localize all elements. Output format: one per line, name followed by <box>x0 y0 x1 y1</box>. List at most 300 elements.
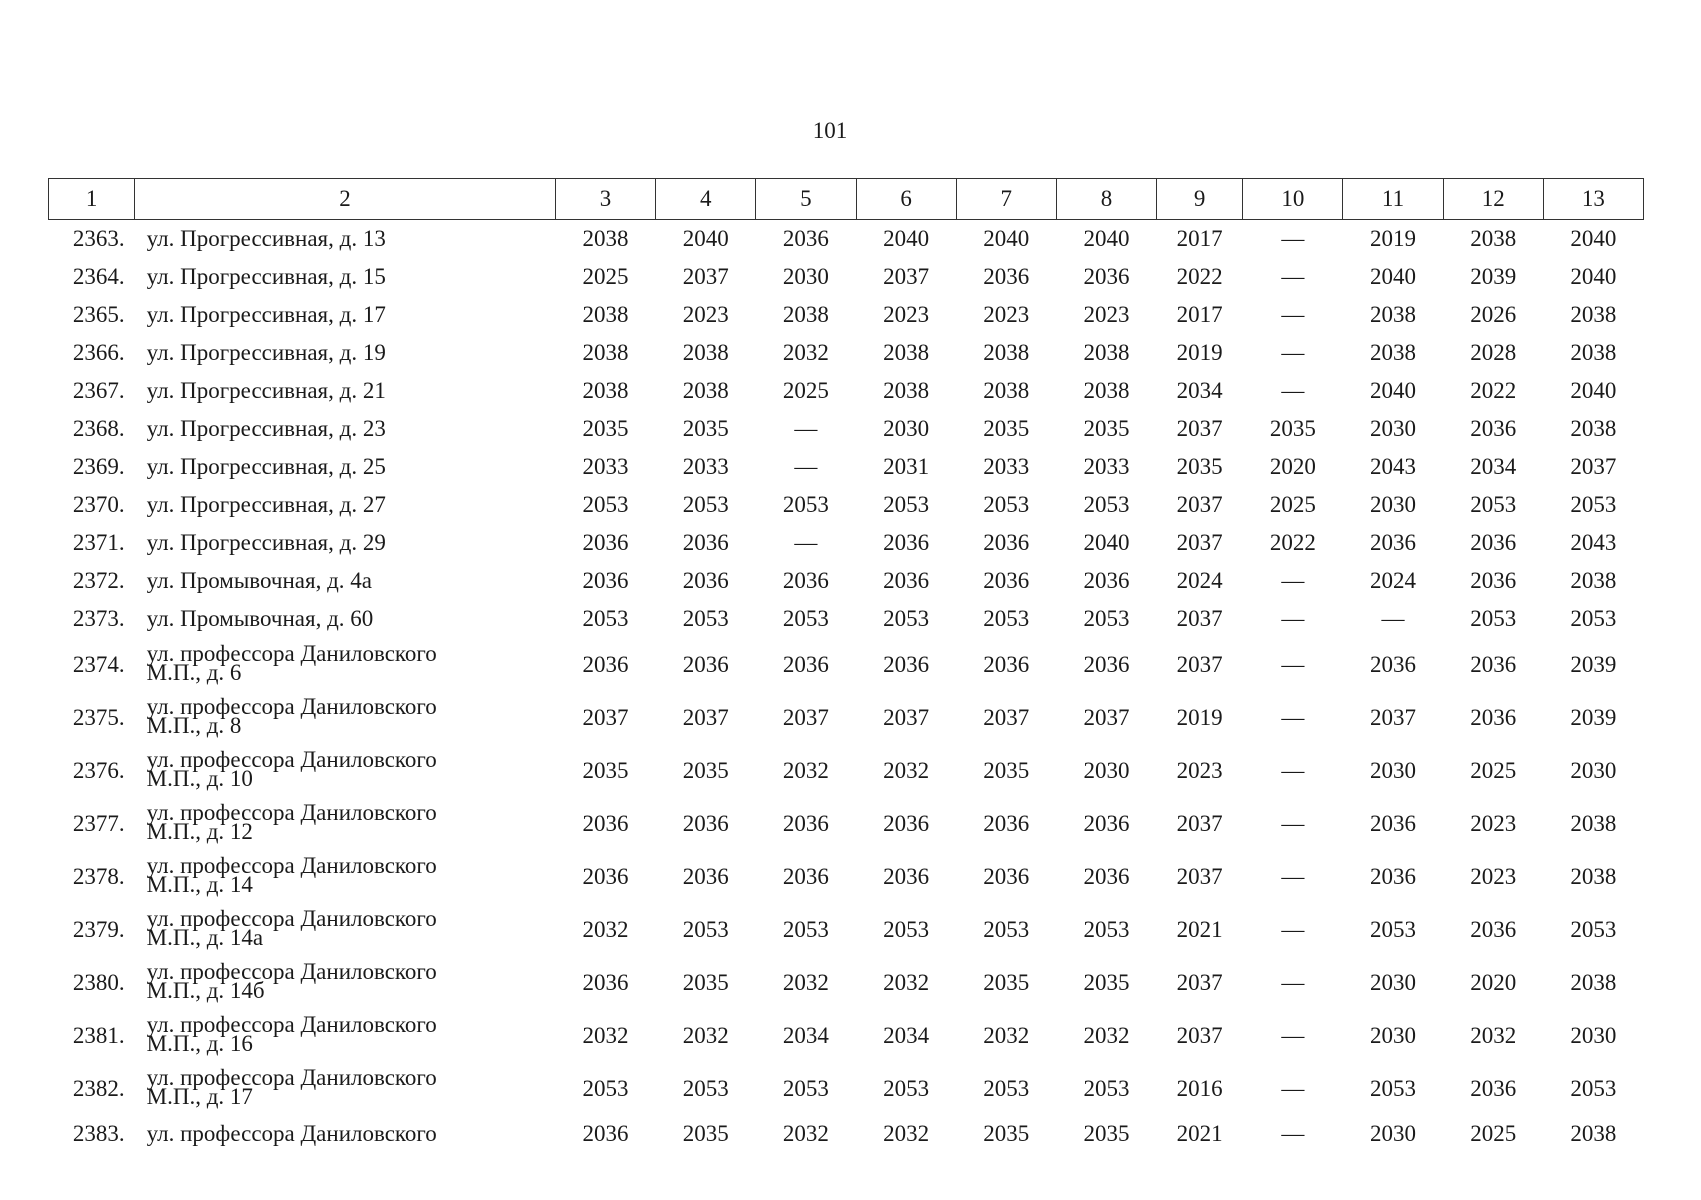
address-cell <box>135 410 556 448</box>
value-cell: 2032 <box>883 969 930 995</box>
value-cell: 2030 <box>1370 1022 1416 1048</box>
value-cell: 2036 <box>883 810 930 836</box>
value-cell: 2053 <box>682 916 729 942</box>
address-cell <box>135 797 556 850</box>
value-cell: 2053 <box>883 606 930 631</box>
value-cell: 2036 <box>883 568 930 593</box>
address-cell <box>135 334 556 372</box>
value-cell: 2036 <box>983 863 1030 889</box>
value-cell: 2023 <box>1176 757 1223 783</box>
value-cell: — <box>794 454 818 479</box>
address-text: ул. профессора Даниловского М.П., д. 12 <box>146 799 437 844</box>
value-cell: 2036 <box>1470 530 1517 555</box>
row-number: 2366. <box>72 340 125 365</box>
value-cell: 2036 <box>782 651 829 677</box>
value-cell: 2030 <box>1370 969 1416 995</box>
address-text: ул. Прогрессивная, д. 13 <box>146 226 386 251</box>
value-cell: 2035 <box>1269 416 1316 441</box>
address-text: ул. Прогрессивная, д. 25 <box>146 454 386 479</box>
row-number: 2380. <box>72 969 125 995</box>
address-cell <box>135 562 556 600</box>
value-cell: 2053 <box>682 1075 729 1101</box>
address-text: ул. профессора Даниловского М.П., д. 14а <box>146 905 437 950</box>
value-cell: 2035 <box>1083 416 1130 441</box>
column-header: 9 <box>1157 179 1243 220</box>
value-cell: 2035 <box>582 757 629 783</box>
value-cell: 2040 <box>1370 378 1416 403</box>
value-cell: 2020 <box>1269 454 1316 479</box>
address-text: ул. Прогрессивная, д. 23 <box>146 416 386 441</box>
value-cell: 2023 <box>1083 302 1130 327</box>
row-number: 2375. <box>72 704 125 730</box>
value-cell: 2037 <box>1176 863 1223 889</box>
value-cell: 2036 <box>1083 264 1130 289</box>
value-cell: 2037 <box>782 704 829 730</box>
address-text: ул. профессора Даниловского М.П., д. 14 <box>146 852 437 897</box>
row-number: 2363. <box>72 226 125 251</box>
value-cell: 2053 <box>1470 492 1517 517</box>
value-cell: 2053 <box>1470 606 1517 631</box>
value-cell: 2037 <box>1083 704 1130 730</box>
value-cell: 2036 <box>1470 1075 1517 1101</box>
value-cell: 2053 <box>1083 606 1130 631</box>
value-cell: 2030 <box>1370 1121 1416 1146</box>
value-cell: 2036 <box>983 651 1030 677</box>
value-cell: 2036 <box>883 863 930 889</box>
row-number: 2372. <box>72 568 125 593</box>
value-cell: 2038 <box>1570 302 1617 327</box>
address-cell <box>135 600 556 638</box>
value-cell: 2053 <box>883 1075 930 1101</box>
value-cell: 2035 <box>682 416 729 441</box>
address-text: ул. Прогрессивная, д. 29 <box>146 530 386 555</box>
value-cell: 2036 <box>1470 416 1517 441</box>
address-cell <box>135 296 556 334</box>
value-cell: 2053 <box>883 492 930 517</box>
value-cell: 2053 <box>782 606 829 631</box>
row-number: 2376. <box>72 757 125 783</box>
table-row <box>49 334 1644 372</box>
address-cell <box>135 258 556 296</box>
table-row <box>49 850 1644 903</box>
address-cell <box>135 220 556 259</box>
address-text: ул. Прогрессивная, д. 27 <box>146 492 386 517</box>
value-cell: 2038 <box>582 340 629 365</box>
row-number: 2383. <box>72 1121 125 1146</box>
value-cell: 2032 <box>883 757 930 783</box>
value-cell: — <box>1281 226 1305 251</box>
value-cell: — <box>1281 302 1305 327</box>
value-cell: 2053 <box>1083 1075 1130 1101</box>
value-cell: 2053 <box>1370 1075 1416 1101</box>
table-row <box>49 562 1644 600</box>
value-cell: 2040 <box>1370 264 1416 289</box>
table-row <box>49 638 1644 691</box>
value-cell: 2038 <box>1570 568 1617 593</box>
value-cell: 2038 <box>883 340 930 365</box>
value-cell: 2023 <box>1470 863 1517 889</box>
address-cell <box>135 691 556 744</box>
column-header: 3 <box>555 179 655 220</box>
column-header: 5 <box>756 179 856 220</box>
value-cell: — <box>1381 606 1405 631</box>
value-cell: 2036 <box>883 651 930 677</box>
value-cell: 2040 <box>883 226 930 251</box>
value-cell: 2032 <box>883 1121 930 1146</box>
data-table <box>48 178 1644 1153</box>
row-number: 2368. <box>72 416 125 441</box>
value-cell: 2024 <box>1370 568 1416 593</box>
value-cell: 2036 <box>582 863 629 889</box>
column-header: 6 <box>856 179 956 220</box>
value-cell: 2036 <box>582 969 629 995</box>
value-cell: 2036 <box>1470 568 1517 593</box>
value-cell: 2053 <box>782 492 829 517</box>
value-cell: 2038 <box>1470 226 1517 251</box>
value-cell: 2038 <box>1570 340 1617 365</box>
value-cell: 2036 <box>582 810 629 836</box>
value-cell: 2022 <box>1176 264 1223 289</box>
address-cell <box>135 903 556 956</box>
value-cell: 2035 <box>1083 1121 1130 1146</box>
value-cell: 2037 <box>1176 492 1223 517</box>
address-text: ул. Промывочная, д. 60 <box>146 606 374 631</box>
value-cell: — <box>1281 264 1305 289</box>
value-cell: 2053 <box>782 1075 829 1101</box>
value-cell: 2038 <box>682 340 729 365</box>
value-cell: — <box>1281 1075 1305 1101</box>
row-number: 2370. <box>72 492 125 517</box>
value-cell: — <box>1281 916 1305 942</box>
address-cell <box>135 1115 556 1153</box>
value-cell: 2036 <box>1370 530 1416 555</box>
value-cell: 2032 <box>682 1022 729 1048</box>
value-cell: 2053 <box>582 1075 629 1101</box>
table-row <box>49 296 1644 334</box>
value-cell: 2039 <box>1570 651 1617 677</box>
table-row <box>49 524 1644 562</box>
value-cell: 2033 <box>983 454 1030 479</box>
value-cell: 2030 <box>1083 757 1130 783</box>
address-text: ул. Прогрессивная, д. 17 <box>146 302 386 327</box>
value-cell: 2034 <box>1470 454 1517 479</box>
value-cell: — <box>1281 863 1305 889</box>
value-cell: 2053 <box>1570 606 1617 631</box>
value-cell: 2020 <box>1470 969 1517 995</box>
value-cell: 2035 <box>983 1121 1030 1146</box>
value-cell: 2032 <box>782 969 829 995</box>
row-number: 2367. <box>72 378 125 403</box>
value-cell: 2043 <box>1370 454 1416 479</box>
value-cell: 2035 <box>983 757 1030 783</box>
address-text: ул. профессора Даниловского М.П., д. 16 <box>146 1011 437 1056</box>
value-cell: 2037 <box>582 704 629 730</box>
table-row <box>49 1115 1644 1153</box>
column-header: 2 <box>135 179 556 220</box>
row-number: 2373. <box>72 606 125 631</box>
value-cell: — <box>1281 606 1305 631</box>
value-cell: 2036 <box>582 568 629 593</box>
value-cell: 2038 <box>1570 1121 1617 1146</box>
value-cell: 2036 <box>682 810 729 836</box>
value-cell: 2032 <box>1470 1022 1517 1048</box>
row-number: 2371. <box>72 530 125 555</box>
value-cell: 2036 <box>1083 810 1130 836</box>
value-cell: 2038 <box>883 378 930 403</box>
table-row <box>49 410 1644 448</box>
value-cell: — <box>1281 1022 1305 1048</box>
value-cell: 2023 <box>682 302 729 327</box>
value-cell: 2036 <box>1083 651 1130 677</box>
value-cell: 2023 <box>883 302 930 327</box>
value-cell: 2053 <box>983 606 1030 631</box>
value-cell: 2035 <box>1176 454 1223 479</box>
value-cell: 2039 <box>1470 264 1517 289</box>
value-cell: 2037 <box>1176 1022 1223 1048</box>
value-cell: 2025 <box>1269 492 1316 517</box>
value-cell: 2037 <box>1570 454 1617 479</box>
value-cell: 2053 <box>983 916 1030 942</box>
value-cell: 2040 <box>1570 264 1617 289</box>
table-row <box>49 486 1644 524</box>
value-cell: 2040 <box>682 226 729 251</box>
value-cell: 2036 <box>682 863 729 889</box>
value-cell: 2038 <box>782 302 829 327</box>
value-cell: 2037 <box>1370 704 1416 730</box>
table-row <box>49 448 1644 486</box>
table-row <box>49 372 1644 410</box>
header-row <box>49 179 1644 220</box>
address-text: ул. профессора Даниловского М.П., д. 14б <box>146 958 437 1003</box>
address-cell <box>135 372 556 410</box>
value-cell: 2053 <box>1570 492 1617 517</box>
value-cell: 2035 <box>983 416 1030 441</box>
address-text: ул. Промывочная, д. 4а <box>146 568 372 593</box>
address-text: ул. профессора Даниловского <box>146 1121 437 1146</box>
value-cell: 2036 <box>682 530 729 555</box>
value-cell: 2038 <box>1570 863 1617 889</box>
table-row <box>49 220 1644 259</box>
value-cell: 2035 <box>983 969 1030 995</box>
table-body <box>49 220 1644 1154</box>
address-text: ул. профессора Даниловского М.П., д. 17 <box>146 1064 437 1109</box>
value-cell: 2034 <box>1176 378 1223 403</box>
value-cell: 2035 <box>682 757 729 783</box>
value-cell: — <box>1281 757 1305 783</box>
value-cell: 2037 <box>983 704 1030 730</box>
value-cell: 2016 <box>1176 1075 1223 1101</box>
value-cell: 2030 <box>782 264 829 289</box>
column-header: 10 <box>1243 179 1343 220</box>
value-cell: 2032 <box>582 916 629 942</box>
value-cell: 2019 <box>1176 340 1223 365</box>
value-cell: 2022 <box>1470 378 1517 403</box>
address-text: ул. профессора Даниловского М.П., д. 6 <box>146 640 437 685</box>
value-cell: 2035 <box>682 1121 729 1146</box>
address-cell <box>135 850 556 903</box>
value-cell: 2017 <box>1176 302 1223 327</box>
value-cell: 2038 <box>1083 340 1130 365</box>
address-cell <box>135 1062 556 1115</box>
value-cell: — <box>1281 969 1305 995</box>
value-cell: 2032 <box>782 340 829 365</box>
value-cell: — <box>1281 568 1305 593</box>
value-cell: — <box>1281 704 1305 730</box>
value-cell: 2037 <box>1176 969 1223 995</box>
row-number: 2378. <box>72 863 125 889</box>
value-cell: 2053 <box>983 1075 1030 1101</box>
value-cell: 2019 <box>1370 226 1416 251</box>
value-cell: 2036 <box>1370 863 1416 889</box>
value-cell: 2053 <box>1083 492 1130 517</box>
table-row <box>49 797 1644 850</box>
value-cell: 2037 <box>682 704 729 730</box>
table-row <box>49 744 1644 797</box>
value-cell: 2017 <box>1176 226 1223 251</box>
row-number: 2379. <box>72 916 125 942</box>
value-cell: 2036 <box>1470 916 1517 942</box>
value-cell: — <box>1281 651 1305 677</box>
value-cell: 2036 <box>983 264 1030 289</box>
value-cell: 2036 <box>983 530 1030 555</box>
value-cell: — <box>794 416 818 441</box>
value-cell: 2036 <box>1470 651 1517 677</box>
value-cell: 2030 <box>1570 757 1617 783</box>
value-cell: 2038 <box>682 378 729 403</box>
address-cell <box>135 486 556 524</box>
table-row <box>49 691 1644 744</box>
value-cell: 2032 <box>782 1121 829 1146</box>
value-cell: 2026 <box>1470 302 1517 327</box>
value-cell: 2038 <box>1083 378 1130 403</box>
value-cell: 2022 <box>1269 530 1316 555</box>
table-row <box>49 1062 1644 1115</box>
value-cell: 2024 <box>1176 568 1223 593</box>
value-cell: 2036 <box>782 863 829 889</box>
address-text: ул. Прогрессивная, д. 15 <box>146 264 386 289</box>
value-cell: 2038 <box>1570 416 1617 441</box>
address-cell <box>135 448 556 486</box>
table-row <box>49 258 1644 296</box>
value-cell: 2040 <box>1083 226 1130 251</box>
value-cell: 2034 <box>782 1022 829 1048</box>
address-text: ул. профессора Даниловского М.П., д. 8 <box>146 693 437 738</box>
column-header: 8 <box>1056 179 1156 220</box>
value-cell: 2037 <box>682 264 729 289</box>
value-cell: 2038 <box>582 302 629 327</box>
value-cell: 2036 <box>883 530 930 555</box>
value-cell: 2038 <box>582 226 629 251</box>
value-cell: 2036 <box>782 226 829 251</box>
value-cell: 2036 <box>582 651 629 677</box>
table-row <box>49 1009 1644 1062</box>
value-cell: 2036 <box>1470 704 1517 730</box>
value-cell: 2037 <box>883 704 930 730</box>
column-header: 7 <box>956 179 1056 220</box>
row-number: 2381. <box>72 1022 125 1048</box>
value-cell: 2028 <box>1470 340 1517 365</box>
value-cell: 2032 <box>782 757 829 783</box>
value-cell: 2036 <box>1370 651 1416 677</box>
value-cell: 2053 <box>582 492 629 517</box>
value-cell: 2019 <box>1176 704 1223 730</box>
column-header: 1 <box>49 179 135 220</box>
value-cell: 2037 <box>1176 810 1223 836</box>
value-cell: 2030 <box>1570 1022 1617 1048</box>
value-cell: 2033 <box>682 454 729 479</box>
row-number: 2365. <box>72 302 125 327</box>
value-cell: 2043 <box>1570 530 1617 555</box>
address-text: ул. профессора Даниловского М.П., д. 10 <box>146 746 437 791</box>
value-cell: — <box>1281 378 1305 403</box>
value-cell: 2037 <box>1176 416 1223 441</box>
value-cell: 2036 <box>1370 810 1416 836</box>
value-cell: 2036 <box>582 530 629 555</box>
value-cell: 2035 <box>1083 969 1130 995</box>
column-header: 13 <box>1543 179 1643 220</box>
table-row <box>49 600 1644 638</box>
value-cell: 2030 <box>1370 416 1416 441</box>
value-cell: 2030 <box>883 416 930 441</box>
value-cell: 2053 <box>1570 1075 1617 1101</box>
value-cell: 2031 <box>883 454 930 479</box>
value-cell: 2032 <box>983 1022 1030 1048</box>
value-cell: 2025 <box>782 378 829 403</box>
column-header: 12 <box>1443 179 1543 220</box>
value-cell: 2037 <box>1176 606 1223 631</box>
row-number: 2377. <box>72 810 125 836</box>
value-cell: 2040 <box>1083 530 1130 555</box>
value-cell: 2037 <box>1176 530 1223 555</box>
value-cell: 2037 <box>1176 651 1223 677</box>
value-cell: 2038 <box>1570 810 1617 836</box>
value-cell: 2034 <box>883 1022 930 1048</box>
row-number: 2382. <box>72 1075 125 1101</box>
value-cell: 2053 <box>983 492 1030 517</box>
value-cell: 2023 <box>1470 810 1517 836</box>
value-cell: 2021 <box>1176 1121 1223 1146</box>
value-cell: 2053 <box>682 606 729 631</box>
value-cell: 2036 <box>983 568 1030 593</box>
value-cell: 2040 <box>983 226 1030 251</box>
value-cell: 2036 <box>682 651 729 677</box>
row-number: 2369. <box>72 454 125 479</box>
value-cell: 2053 <box>1570 916 1617 942</box>
value-cell: — <box>794 530 818 555</box>
address-text: ул. Прогрессивная, д. 21 <box>146 378 386 403</box>
row-number: 2364. <box>72 264 125 289</box>
value-cell: 2035 <box>582 416 629 441</box>
value-cell: 2032 <box>1083 1022 1130 1048</box>
value-cell: 2030 <box>1370 757 1416 783</box>
value-cell: 2053 <box>1370 916 1416 942</box>
value-cell: 2038 <box>1370 340 1416 365</box>
address-cell <box>135 1009 556 1062</box>
value-cell: 2053 <box>1083 916 1130 942</box>
value-cell: 2053 <box>883 916 930 942</box>
value-cell: 2037 <box>883 264 930 289</box>
value-cell: 2053 <box>582 606 629 631</box>
value-cell: — <box>1281 340 1305 365</box>
table-row <box>49 903 1644 956</box>
value-cell: 2033 <box>582 454 629 479</box>
table-row <box>49 956 1644 1009</box>
value-cell: 2025 <box>1470 1121 1517 1146</box>
value-cell: 2036 <box>1083 568 1130 593</box>
address-text: ул. Прогрессивная, д. 19 <box>146 340 386 365</box>
address-cell <box>135 744 556 797</box>
row-number: 2374. <box>72 651 125 677</box>
